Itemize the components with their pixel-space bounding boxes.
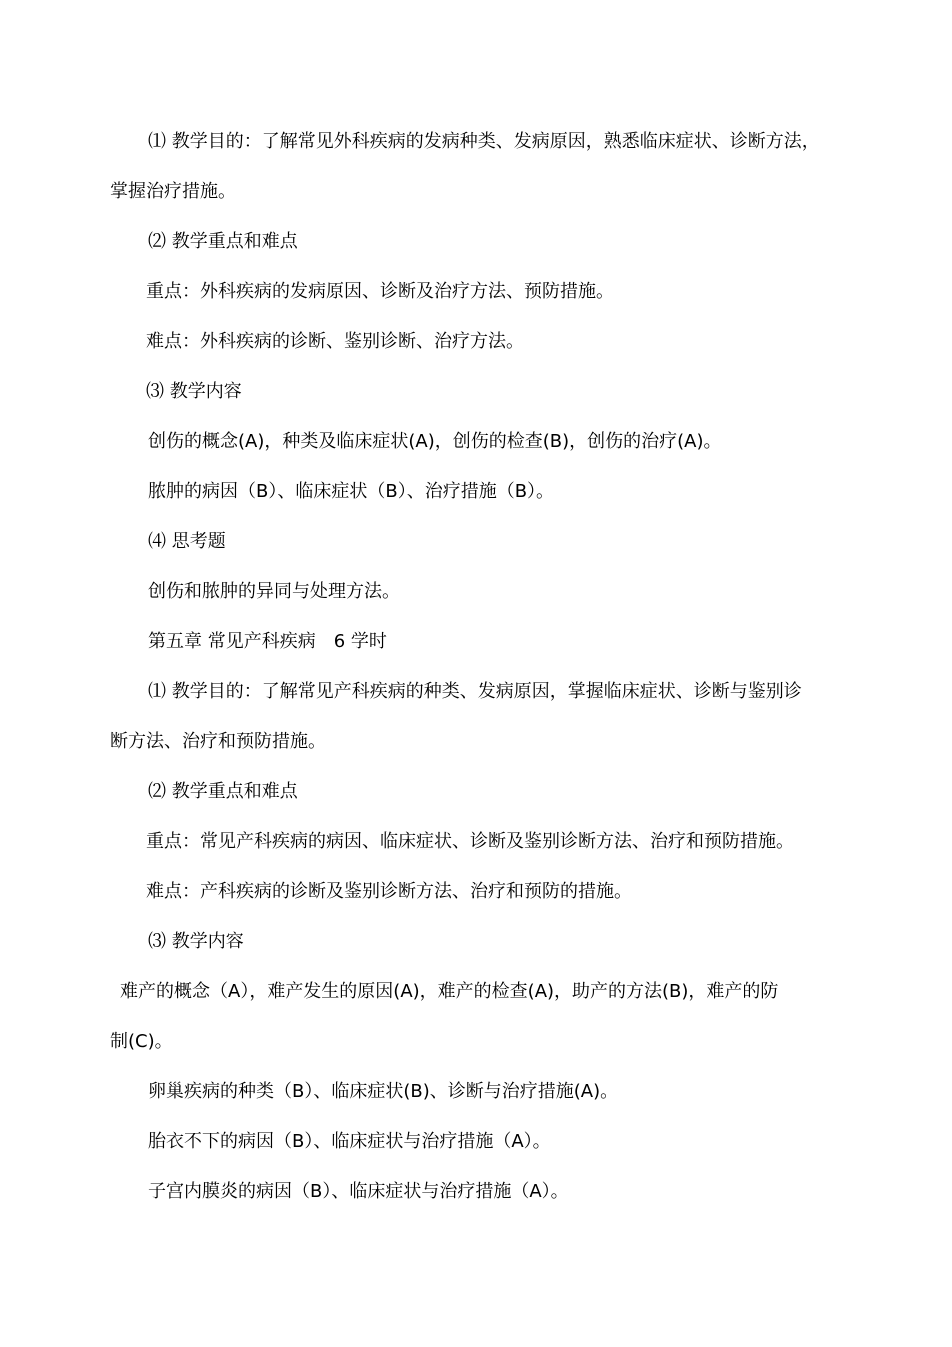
chapter-title: 第五章 常见产科疾病 6 学时 [148, 631, 387, 652]
section-heading: ⑶ 教学内容 [148, 931, 244, 952]
key-points-line: 重点：外科疾病的发病原因、诊断及治疗方法、预防措施。 [146, 281, 614, 302]
objective-line-1: ⑴ 教学目的：了解常见外科疾病的发病种类、发病原因，熟悉临床症状、诊断方法， [148, 131, 820, 152]
difficulties-line: 难点：产科疾病的诊断及鉴别诊断方法、治疗和预防的措施。 [146, 881, 632, 902]
content-line: 子宫内膜炎的病因（B）、临床症状与治疗措施（A）。 [148, 1181, 569, 1202]
content-line: 创伤的概念(A)，种类及临床症状(A)，创伤的检查(B)，创伤的治疗(A)。 [148, 431, 722, 452]
content-line: 脓肿的病因（B）、临床症状（B）、治疗措施（B）。 [148, 481, 555, 502]
content-line: 卵巢疾病的种类（B）、临床症状(B)、诊断与治疗措施(A)。 [148, 1081, 619, 1102]
section-heading: ⑶ 教学内容 [146, 381, 242, 402]
objective-line-2: 断方法、治疗和预防措施。 [110, 731, 326, 752]
objective-line-1: ⑴ 教学目的：了解常见产科疾病的种类、发病原因，掌握临床症状、诊断与鉴别诊 [148, 681, 802, 702]
content-line: 胎衣不下的病因（B）、临床症状与治疗措施（A）。 [148, 1131, 551, 1152]
section-heading: ⑵ 教学重点和难点 [148, 231, 298, 252]
key-points-line: 重点：常见产科疾病的病因、临床症状、诊断及鉴别诊断方法、治疗和预防措施。 [146, 831, 794, 852]
objective-line-2: 掌握治疗措施。 [110, 181, 236, 202]
content-line: 难产的概念（A），难产发生的原因(A)，难产的检查(A)，助产的方法(B)，难产的防 [120, 981, 779, 1002]
content-line: 创伤和脓肿的异同与处理方法。 [148, 581, 400, 602]
difficulties-line: 难点：外科疾病的诊断、鉴别诊断、治疗方法。 [146, 331, 524, 352]
section-heading: ⑵ 教学重点和难点 [148, 781, 298, 802]
content-line: 制(C)。 [110, 1031, 173, 1052]
section-heading: ⑷ 思考题 [148, 531, 226, 552]
